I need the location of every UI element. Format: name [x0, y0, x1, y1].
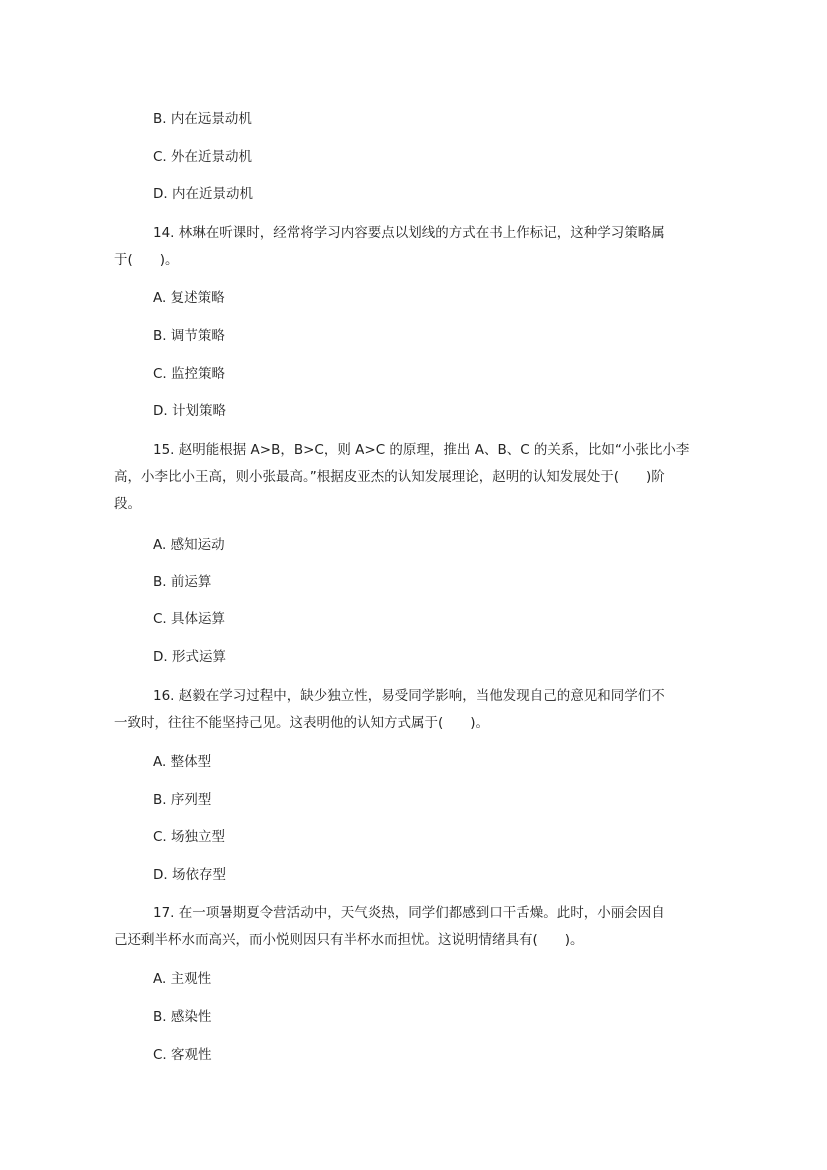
answer-option: B. 前运算: [153, 574, 212, 590]
answer-option: C. 外在近景动机: [153, 149, 253, 165]
answer-option: B. 感染性: [153, 1009, 212, 1025]
answer-option: D. 形式运算: [153, 649, 226, 665]
answer-option: C. 监控策略: [153, 366, 226, 382]
answer-option: C. 客观性: [153, 1047, 212, 1063]
question-text-line: 于( )。: [114, 252, 179, 268]
answer-option: B. 内在远景动机: [153, 111, 252, 127]
question-text-line: 己还剩半杯水而高兴，而小悦则因只有半杯水而担忧。这说明情绪具有( )。: [114, 932, 584, 948]
answer-option: D. 内在近景动机: [153, 186, 253, 202]
answer-option: A. 整体型: [153, 754, 212, 770]
question-text-line: 14. 林琳在听课时，经常将学习内容要点以划线的方式在书上作标记，这种学习策略属: [153, 225, 665, 241]
answer-option: A. 感知运动: [153, 537, 225, 553]
answer-option: B. 序列型: [153, 792, 212, 808]
question-text-line: 高，小李比小王高，则小张最高。”根据皮亚杰的认知发展理论，赵明的认知发展处于( )阶: [114, 469, 665, 485]
question-text-line: 15. 赵明能根据 A>B，B>C，则 A>C 的原理，推出 A、B、C 的关系，比如“小张比小李: [153, 442, 690, 458]
answer-option: D. 场依存型: [153, 867, 226, 883]
question-text-line: 段。: [114, 496, 141, 512]
answer-option: D. 计划策略: [153, 403, 226, 419]
question-text-line: 16. 赵毅在学习过程中，缺少独立性，易受同学影响，当他发现自己的意见和同学们不: [153, 688, 665, 704]
answer-option: B. 调节策略: [153, 328, 225, 344]
answer-option: A. 主观性: [153, 971, 212, 987]
answer-option: C. 场独立型: [153, 829, 226, 845]
question-text-line: 17. 在一项暑期夏令营活动中，天气炎热，同学们都感到口干舌燥。此时，小丽会因自: [153, 905, 665, 921]
answer-option: C. 具体运算: [153, 611, 226, 627]
answer-option: A. 复述策略: [153, 290, 225, 306]
question-text-line: 一致时，往往不能坚持己见。这表明他的认知方式属于( )。: [114, 715, 490, 731]
